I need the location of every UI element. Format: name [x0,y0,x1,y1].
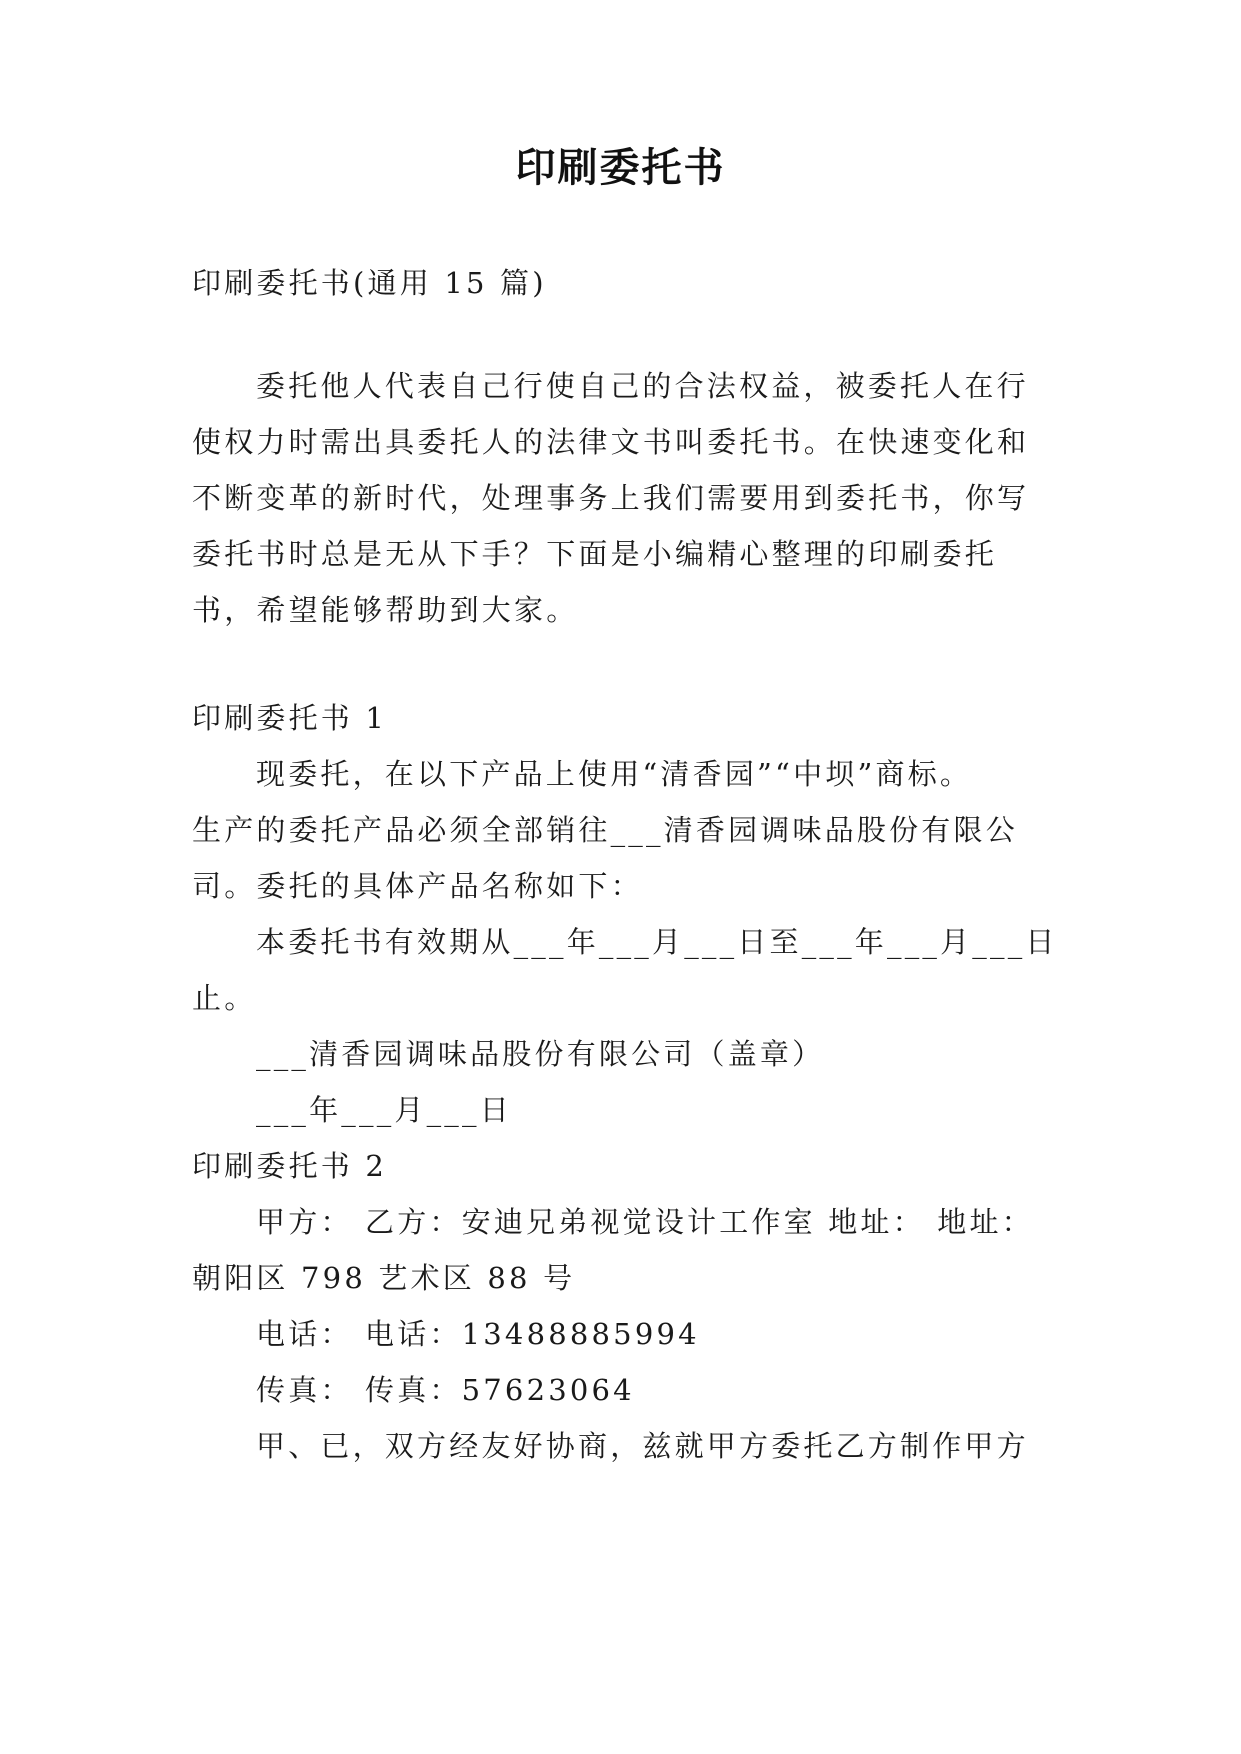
section-heading: 印刷委托书 2 [192,1149,388,1183]
intro-line: 委托书时总是无从下手？下面是小编精心整理的印刷委托 [192,537,998,571]
document-title: 印刷委托书 [515,144,726,191]
document-subtitle: 印刷委托书(通用 15 篇) [192,266,547,300]
intro-line: 不断变革的新时代，处理事务上我们需要用到委托书，你写 [192,481,1030,515]
section-line: 司。委托的具体产品名称如下： [192,869,643,903]
section-line: 生产的委托产品必须全部销往___清香园调味品股份有限公 [192,813,1018,847]
section-line: 止。 [192,981,257,1015]
section-line: 甲、已，双方经友好协商，兹就甲方委托乙方制作甲方 [256,1429,1029,1463]
intro-line: 委托他人代表自己行使自己的合法权益，被委托人在行 [256,369,1029,403]
intro-line: 使权力时需出具委托人的法律文书叫委托书。在快速变化和 [192,425,1030,459]
signature-date: ___年___月___日 [256,1093,512,1127]
section-line: 现委托，在以下产品上使用“清香园”“中坝”商标。 [256,757,973,791]
section-heading: 印刷委托书 1 [192,701,388,735]
section-line: 本委托书有效期从___年___月___日至___年___月___日 [256,925,1058,959]
section-line: 甲方： 乙方：安迪兄弟视觉设计工作室 地址： 地址： [256,1205,1034,1239]
signature-company: ___清香园调味品股份有限公司（盖章） [256,1037,825,1071]
intro-line: 书，希望能够帮助到大家。 [192,593,579,627]
section-line: 传真： 传真：57623064 [256,1373,635,1407]
section-line: 朝阳区 798 艺术区 88 号 [192,1261,576,1295]
section-line: 电话： 电话：13488885994 [256,1317,700,1351]
